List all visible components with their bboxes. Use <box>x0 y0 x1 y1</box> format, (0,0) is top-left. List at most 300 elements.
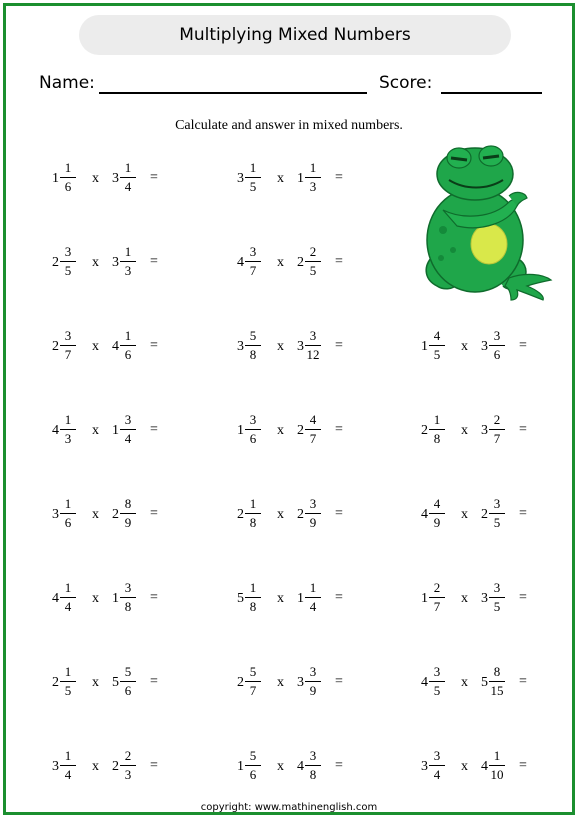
denominator: 4 <box>309 599 317 614</box>
fraction <box>120 497 136 530</box>
fraction-bar <box>120 681 136 682</box>
denominator: 5 <box>64 263 72 278</box>
times-operator: x <box>461 507 468 522</box>
numerator: 3 <box>249 412 257 427</box>
fraction <box>60 413 76 446</box>
numerator: 1 <box>64 748 72 763</box>
numerator: 1 <box>124 160 132 175</box>
numerator: 2 <box>433 580 441 595</box>
equals-sign: = <box>519 338 527 353</box>
whole-number: 1 <box>237 759 244 774</box>
copyright-footer: copyright: www.mathinenglish.com <box>200 802 378 813</box>
whole-number: 2 <box>52 339 59 354</box>
times-operator: x <box>277 591 284 606</box>
fraction <box>120 581 136 614</box>
fraction-bar <box>305 429 321 430</box>
times-operator: x <box>92 255 99 270</box>
equals-sign: = <box>335 338 343 353</box>
numerator: 3 <box>493 580 501 595</box>
equals-sign: = <box>150 590 158 605</box>
numerator: 1 <box>493 748 501 763</box>
denominator: 8 <box>433 431 441 446</box>
whole-number: 2 <box>297 507 304 522</box>
fraction-bar <box>60 513 76 514</box>
numerator: 1 <box>64 496 72 511</box>
denominator: 5 <box>433 683 441 698</box>
times-operator: x <box>277 423 284 438</box>
fraction <box>245 161 261 194</box>
denominator: 9 <box>309 683 317 698</box>
denominator: 4 <box>124 179 132 194</box>
fraction-bar <box>60 261 76 262</box>
whole-number: 2 <box>52 255 59 270</box>
denominator: 9 <box>433 515 441 530</box>
equals-sign: = <box>335 506 343 521</box>
times-operator: x <box>277 171 284 186</box>
denominator: 7 <box>433 599 441 614</box>
whole-number: 2 <box>297 255 304 270</box>
numerator: 1 <box>249 160 257 175</box>
numerator: 1 <box>309 160 317 175</box>
fraction-bar <box>489 513 505 514</box>
denominator: 9 <box>309 515 317 530</box>
numerator: 8 <box>124 496 132 511</box>
numerator: 2 <box>309 244 317 259</box>
fraction <box>120 665 136 698</box>
denominator: 6 <box>64 515 72 530</box>
instructions: Calculate and answer in mixed numbers. <box>175 118 403 133</box>
denominator: 8 <box>249 347 257 362</box>
equals-sign: = <box>519 758 527 773</box>
fraction-bar <box>245 597 261 598</box>
times-operator: x <box>92 171 99 186</box>
fraction-bar <box>120 597 136 598</box>
fraction-bar <box>120 345 136 346</box>
whole-number: 1 <box>297 591 304 606</box>
fraction-bar <box>305 681 321 682</box>
numerator: 1 <box>124 328 132 343</box>
denominator: 7 <box>64 347 72 362</box>
fraction-bar <box>429 681 445 682</box>
denominator: 6 <box>493 347 501 362</box>
fraction <box>60 329 76 362</box>
fraction-bar <box>305 513 321 514</box>
problem-item <box>237 243 377 283</box>
fraction-bar <box>245 261 261 262</box>
fraction-bar <box>489 681 505 682</box>
fraction-bar <box>245 345 261 346</box>
numerator: 1 <box>249 580 257 595</box>
whole-number: 3 <box>52 759 59 774</box>
fraction <box>60 245 76 278</box>
worksheet-page <box>3 3 575 815</box>
whole-number: 4 <box>237 255 244 270</box>
equals-sign: = <box>519 674 527 689</box>
whole-number: 3 <box>481 591 488 606</box>
fraction <box>60 581 76 614</box>
equals-sign: = <box>335 758 343 773</box>
fraction <box>305 749 321 782</box>
equals-sign: = <box>519 422 527 437</box>
fraction <box>305 665 321 698</box>
problem-row <box>6 495 572 535</box>
fraction-bar <box>60 345 76 346</box>
equals-sign: = <box>519 590 527 605</box>
fraction-bar <box>489 345 505 346</box>
problem-item <box>421 747 561 787</box>
fraction <box>245 497 261 530</box>
fraction-bar <box>305 765 321 766</box>
whole-number: 3 <box>237 171 244 186</box>
denominator: 5 <box>493 515 501 530</box>
numerator: 1 <box>249 496 257 511</box>
denominator: 10 <box>490 767 504 782</box>
fraction-bar <box>60 429 76 430</box>
whole-number: 1 <box>112 591 119 606</box>
times-operator: x <box>277 675 284 690</box>
denominator: 9 <box>124 515 132 530</box>
whole-number: 5 <box>112 675 119 690</box>
fraction-bar <box>120 513 136 514</box>
times-operator: x <box>277 507 284 522</box>
fraction-bar <box>429 765 445 766</box>
problem-item <box>421 663 561 703</box>
times-operator: x <box>461 591 468 606</box>
numerator: 4 <box>433 496 441 511</box>
numerator: 5 <box>124 664 132 679</box>
times-operator: x <box>92 423 99 438</box>
denominator: 8 <box>124 599 132 614</box>
numerator: 3 <box>64 328 72 343</box>
problem-item <box>52 663 192 703</box>
fraction <box>305 581 321 614</box>
denominator: 5 <box>249 179 257 194</box>
problem-row <box>6 411 572 451</box>
fraction <box>305 329 321 362</box>
whole-number: 1 <box>237 423 244 438</box>
whole-number: 2 <box>421 423 428 438</box>
equals-sign: = <box>150 254 158 269</box>
numerator: 5 <box>249 664 257 679</box>
equals-sign: = <box>150 674 158 689</box>
problem-item <box>237 495 377 535</box>
whole-number: 3 <box>297 675 304 690</box>
fraction <box>120 245 136 278</box>
fraction <box>489 329 505 362</box>
fraction <box>305 413 321 446</box>
fraction <box>429 749 445 782</box>
score-line <box>441 92 542 94</box>
numerator: 2 <box>124 748 132 763</box>
denominator: 8 <box>249 599 257 614</box>
problem-item <box>52 243 192 283</box>
fraction <box>120 749 136 782</box>
numerator: 3 <box>433 664 441 679</box>
denominator: 15 <box>490 683 504 698</box>
fraction <box>489 581 505 614</box>
equals-sign: = <box>150 338 158 353</box>
denominator: 4 <box>433 767 441 782</box>
denominator: 6 <box>124 347 132 362</box>
numerator: 3 <box>124 580 132 595</box>
problem-item <box>52 579 192 619</box>
numerator: 5 <box>249 328 257 343</box>
problem-item <box>52 411 192 451</box>
denominator: 6 <box>249 767 257 782</box>
whole-number: 4 <box>421 507 428 522</box>
fraction-bar <box>60 597 76 598</box>
fraction <box>120 413 136 446</box>
fraction-bar <box>245 513 261 514</box>
denominator: 3 <box>124 263 132 278</box>
whole-number: 2 <box>52 675 59 690</box>
fraction <box>429 581 445 614</box>
fraction <box>489 413 505 446</box>
fraction <box>305 161 321 194</box>
numerator: 3 <box>64 244 72 259</box>
denominator: 7 <box>309 431 317 446</box>
fraction <box>245 581 261 614</box>
problem-item <box>421 327 561 367</box>
whole-number: 4 <box>297 759 304 774</box>
whole-number: 4 <box>481 759 488 774</box>
problem-row <box>6 579 572 619</box>
denominator: 3 <box>64 431 72 446</box>
times-operator: x <box>92 591 99 606</box>
denominator: 7 <box>249 683 257 698</box>
problem-row <box>6 327 572 367</box>
times-operator: x <box>92 339 99 354</box>
whole-number: 3 <box>481 339 488 354</box>
times-operator: x <box>277 759 284 774</box>
times-operator: x <box>461 675 468 690</box>
times-operator: x <box>461 423 468 438</box>
whole-number: 2 <box>112 507 119 522</box>
whole-number: 3 <box>421 759 428 774</box>
whole-number: 3 <box>237 339 244 354</box>
fraction <box>429 665 445 698</box>
fraction <box>489 665 505 698</box>
numerator: 1 <box>64 412 72 427</box>
equals-sign: = <box>335 422 343 437</box>
fraction <box>60 161 76 194</box>
problem-item <box>52 159 192 199</box>
denominator: 6 <box>124 683 132 698</box>
equals-sign: = <box>335 674 343 689</box>
times-operator: x <box>461 339 468 354</box>
fraction-bar <box>60 681 76 682</box>
problem-item <box>237 747 377 787</box>
denominator: 5 <box>493 599 501 614</box>
times-operator: x <box>92 759 99 774</box>
numerator: 3 <box>249 244 257 259</box>
fraction-bar <box>120 177 136 178</box>
whole-number: 4 <box>52 591 59 606</box>
equals-sign: = <box>335 170 343 185</box>
fraction <box>60 665 76 698</box>
fraction-bar <box>489 429 505 430</box>
frog-illustration <box>413 140 553 302</box>
whole-number: 1 <box>421 339 428 354</box>
fraction-bar <box>429 513 445 514</box>
numerator: 4 <box>309 412 317 427</box>
fraction-bar <box>429 429 445 430</box>
problem-row <box>6 663 572 703</box>
whole-number: 1 <box>421 591 428 606</box>
fraction-bar <box>489 765 505 766</box>
problem-item <box>52 747 192 787</box>
problem-item <box>237 411 377 451</box>
numerator: 2 <box>493 412 501 427</box>
equals-sign: = <box>519 506 527 521</box>
whole-number: 3 <box>52 507 59 522</box>
whole-number: 1 <box>297 171 304 186</box>
fraction-bar <box>429 345 445 346</box>
equals-sign: = <box>335 254 343 269</box>
fraction-bar <box>120 261 136 262</box>
whole-number: 2 <box>297 423 304 438</box>
problem-row <box>6 747 572 787</box>
problem-item <box>421 579 561 619</box>
numerator: 3 <box>433 748 441 763</box>
whole-number: 2 <box>481 507 488 522</box>
times-operator: x <box>92 507 99 522</box>
whole-number: 4 <box>421 675 428 690</box>
problem-item <box>237 579 377 619</box>
times-operator: x <box>461 759 468 774</box>
fraction-bar <box>60 177 76 178</box>
denominator: 12 <box>306 347 320 362</box>
whole-number: 2 <box>237 507 244 522</box>
numerator: 1 <box>124 244 132 259</box>
fraction-bar <box>305 177 321 178</box>
denominator: 7 <box>249 263 257 278</box>
fraction-bar <box>429 597 445 598</box>
fraction <box>245 749 261 782</box>
numerator: 8 <box>493 664 501 679</box>
fraction-bar <box>245 681 261 682</box>
fraction-bar <box>489 597 505 598</box>
numerator: 3 <box>493 328 501 343</box>
worksheet-title: Multiplying Mixed Numbers <box>79 15 511 55</box>
problem-item <box>237 159 377 199</box>
fraction-bar <box>305 597 321 598</box>
fraction-bar <box>305 345 321 346</box>
fraction-bar <box>120 765 136 766</box>
denominator: 5 <box>433 347 441 362</box>
denominator: 8 <box>309 767 317 782</box>
numerator: 1 <box>64 664 72 679</box>
fraction <box>489 749 505 782</box>
denominator: 4 <box>64 599 72 614</box>
equals-sign: = <box>335 590 343 605</box>
fraction <box>60 749 76 782</box>
denominator: 3 <box>124 767 132 782</box>
numerator: 3 <box>493 496 501 511</box>
fraction <box>245 413 261 446</box>
numerator: 1 <box>433 412 441 427</box>
fraction <box>429 329 445 362</box>
fraction <box>245 329 261 362</box>
whole-number: 3 <box>297 339 304 354</box>
whole-number: 2 <box>112 759 119 774</box>
denominator: 4 <box>64 767 72 782</box>
fraction-bar <box>245 177 261 178</box>
fraction-bar <box>305 261 321 262</box>
name-line <box>99 92 367 94</box>
denominator: 4 <box>124 431 132 446</box>
whole-number: 5 <box>237 591 244 606</box>
whole-number: 4 <box>112 339 119 354</box>
fraction <box>305 245 321 278</box>
numerator: 5 <box>249 748 257 763</box>
whole-number: 1 <box>112 423 119 438</box>
denominator: 7 <box>493 431 501 446</box>
problem-item <box>421 411 561 451</box>
problem-item <box>237 663 377 703</box>
fraction <box>489 497 505 530</box>
fraction-bar <box>120 429 136 430</box>
name-label: Name: <box>39 73 95 93</box>
fraction <box>60 497 76 530</box>
whole-number: 3 <box>112 171 119 186</box>
numerator: 3 <box>309 496 317 511</box>
equals-sign: = <box>150 422 158 437</box>
score-label: Score: <box>379 73 433 93</box>
numerator: 3 <box>124 412 132 427</box>
whole-number: 1 <box>52 171 59 186</box>
problem-item <box>52 495 192 535</box>
denominator: 5 <box>309 263 317 278</box>
numerator: 3 <box>309 664 317 679</box>
fraction <box>429 497 445 530</box>
numerator: 3 <box>309 328 317 343</box>
fraction-bar <box>60 765 76 766</box>
fraction-bar <box>245 429 261 430</box>
whole-number: 3 <box>112 255 119 270</box>
denominator: 8 <box>249 515 257 530</box>
numerator: 3 <box>309 748 317 763</box>
times-operator: x <box>92 675 99 690</box>
whole-number: 3 <box>481 423 488 438</box>
fraction <box>120 329 136 362</box>
fraction <box>429 413 445 446</box>
numerator: 1 <box>64 160 72 175</box>
denominator: 6 <box>249 431 257 446</box>
whole-number: 5 <box>481 675 488 690</box>
denominator: 3 <box>309 179 317 194</box>
numerator: 4 <box>433 328 441 343</box>
fraction <box>245 245 261 278</box>
numerator: 1 <box>64 580 72 595</box>
problem-item <box>421 495 561 535</box>
problem-item <box>52 327 192 367</box>
times-operator: x <box>277 255 284 270</box>
whole-number: 4 <box>52 423 59 438</box>
fraction <box>305 497 321 530</box>
numerator: 1 <box>309 580 317 595</box>
times-operator: x <box>277 339 284 354</box>
fraction <box>245 665 261 698</box>
fraction-bar <box>245 765 261 766</box>
whole-number: 2 <box>237 675 244 690</box>
fraction <box>120 161 136 194</box>
denominator: 5 <box>64 683 72 698</box>
equals-sign: = <box>150 506 158 521</box>
equals-sign: = <box>150 170 158 185</box>
denominator: 6 <box>64 179 72 194</box>
equals-sign: = <box>150 758 158 773</box>
